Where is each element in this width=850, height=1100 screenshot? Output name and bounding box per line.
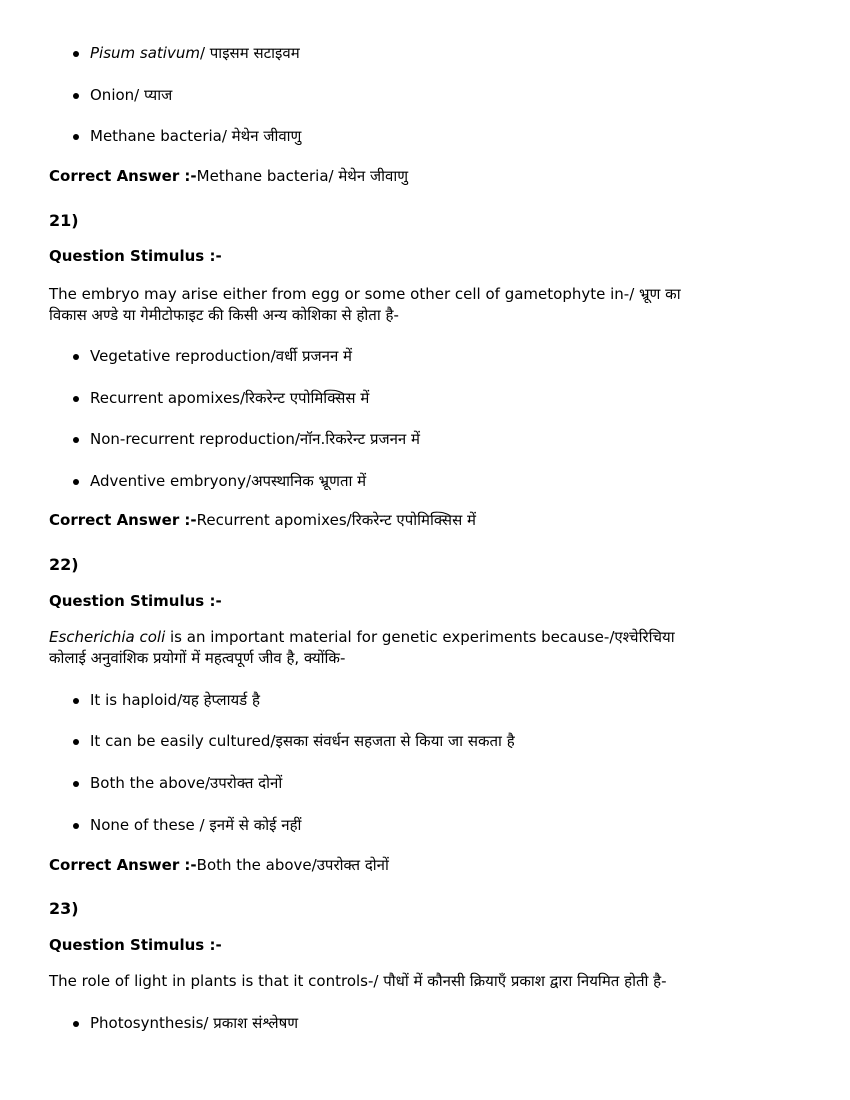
bullet-icon — [73, 739, 79, 745]
option-item — [90, 815, 301, 836]
bullet-icon — [73, 396, 79, 402]
option-text: Photosynthesis/ प्रकाश संश्लेषण — [90, 1014, 299, 1032]
question-stimulus-label: Question Stimulus :- — [49, 247, 222, 265]
question-number: 23) — [49, 899, 79, 918]
correct-answer — [49, 855, 810, 876]
question-text: is an important material for genetic experiments because-/एश्चेरिचिया — [165, 628, 675, 646]
option-text: It is haploid/यह हेप्लायर्ड है — [90, 691, 260, 709]
question-stimulus-label: Question Stimulus :- — [49, 592, 222, 610]
question-text-line: कोलाई अनुवांशिक प्रयोगों में महत्वपूर्ण जीव है, क्योंकि- — [49, 649, 346, 667]
bullet-icon — [73, 781, 79, 787]
correct-answer-label: Correct Answer :- — [49, 167, 197, 185]
question-text-line: The embryo may arise either from egg or some other cell of gametophyte in-/ भ्रूण का — [49, 285, 681, 303]
correct-answer-label: Correct Answer :- — [49, 856, 197, 874]
bullet-icon — [73, 51, 79, 57]
correct-answer — [49, 166, 810, 187]
option-text: Non-recurrent reproduction/नॉन.रिकरेन्ट प्रजनन में — [90, 430, 420, 448]
correct-answer-text: Recurrent apomixes/रिकरेन्ट एपोमिक्सिस में — [196, 511, 476, 529]
option-item — [90, 1013, 298, 1034]
option-text: Adventive embryony/अपस्थानिक भ्रूणता में — [90, 472, 367, 490]
question-number: 21) — [49, 211, 79, 230]
option-text: Both the above/उपरोक्त दोनों — [90, 774, 283, 792]
question-text-line: विकास अण्डे या गेमीटोफाइट की किसी अन्य कोशिका से होता है- — [49, 306, 399, 324]
option-item — [90, 346, 352, 367]
correct-answer-label: Correct Answer :- — [49, 511, 197, 529]
correct-answer — [49, 510, 810, 531]
option-text: Vegetative reproduction/वर्धी प्रजनन में — [90, 347, 353, 365]
bullet-icon — [73, 698, 79, 704]
option-text: / पाइसम सटाइवम — [199, 44, 300, 62]
option-text: Onion/ प्याज — [90, 86, 173, 104]
question-text-line — [49, 627, 810, 648]
bullet-icon — [73, 93, 79, 99]
bullet-icon — [73, 823, 79, 829]
option-item — [90, 690, 260, 711]
bullet-icon — [73, 354, 79, 360]
option-italic-text: Pisum sativum — [90, 44, 200, 62]
correct-answer-text: Methane bacteria/ मेथेन जीवाणु — [196, 167, 409, 185]
option-text: Recurrent apomixes/रिकरेन्ट एपोमिक्सिस में — [90, 389, 370, 407]
bullet-icon — [73, 437, 79, 443]
option-item — [90, 471, 366, 492]
option-item — [90, 388, 369, 409]
option-text: Methane bacteria/ मेथेन जीवाणु — [90, 127, 302, 145]
option-item — [90, 85, 172, 106]
option-item — [90, 773, 282, 794]
bullet-icon — [73, 1021, 79, 1027]
species-name: Escherichia coli — [49, 628, 166, 646]
question-number: 22) — [49, 555, 79, 574]
correct-answer-text: Both the above/उपरोक्त दोनों — [196, 856, 389, 874]
option-item — [90, 126, 301, 147]
option-text: It can be easily cultured/इसका संवर्धन सहजता से किया जा सकता है — [90, 732, 515, 750]
option-item — [90, 429, 420, 450]
bullet-icon — [73, 479, 79, 485]
option-item — [90, 731, 515, 752]
option-text: None of these / इनमें से कोई नहीं — [90, 816, 302, 834]
question-stimulus-label: Question Stimulus :- — [49, 936, 222, 954]
bullet-icon — [73, 134, 79, 140]
question-text-line: The role of light in plants is that it controls-/ पौधों में कौनसी क्रियाएँ प्रकाश द्वारा नियमित होती है- — [49, 972, 667, 990]
option-item — [90, 43, 300, 64]
